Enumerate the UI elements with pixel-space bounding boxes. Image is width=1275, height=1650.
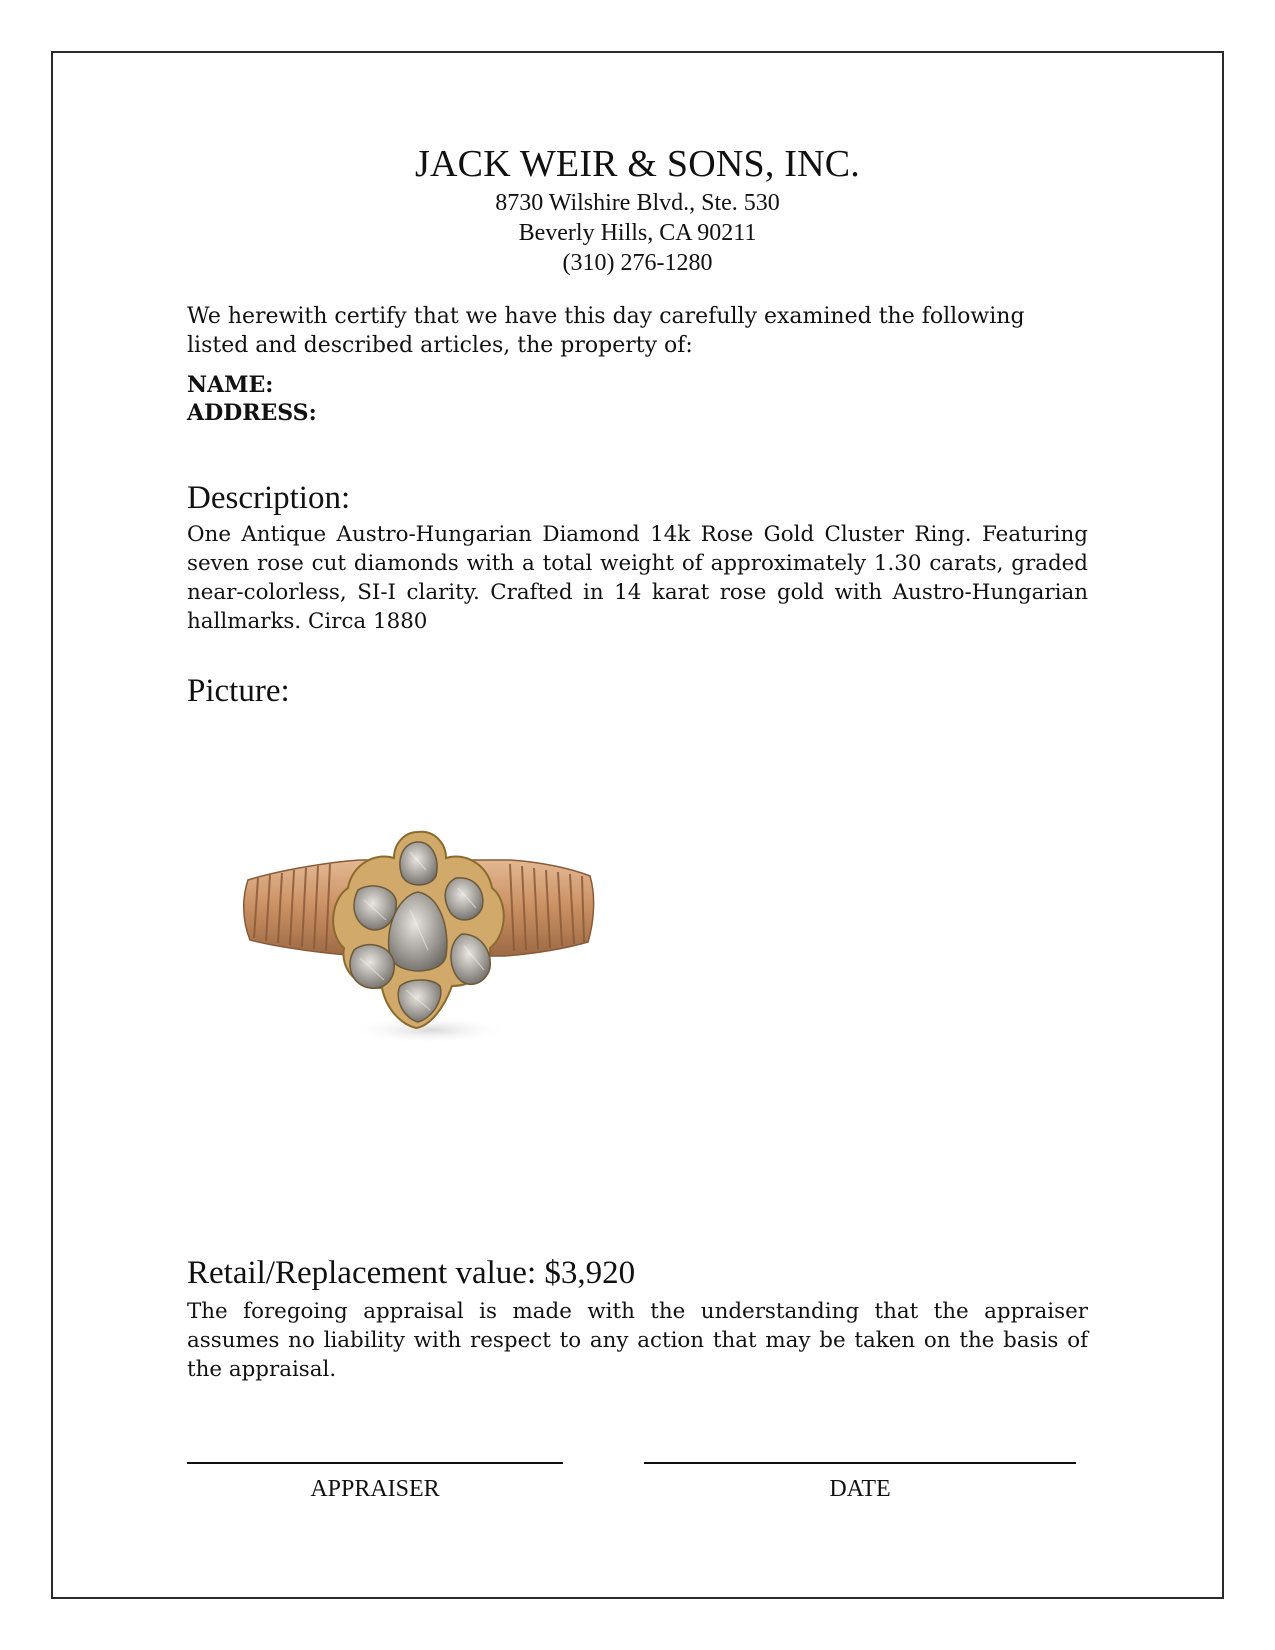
phone-number: (310) 276-1280: [562, 250, 713, 276]
date-signature-line: [644, 1462, 1076, 1464]
appraiser-label: APPRAISER: [310, 1476, 440, 1502]
ring-photo: [240, 830, 630, 1100]
street-address: 8730 Wilshire Blvd., Ste. 530: [495, 190, 780, 216]
certification-statement: We herewith certify that we have this day carefully examined the following listed and described articles, the property of:: [187, 304, 1025, 358]
appraiser-signature-line: [187, 1462, 563, 1464]
address-label: ADDRESS:: [187, 400, 317, 426]
description-body: One Antique Austro-Hungarian Diamond 14k Rose Gold Cluster Ring. Featuring seven rose cut diamonds with a total weight of approximately 1.30 carats, graded near-colorless, SI-I clarity. Crafted in 14 karat rose gold with Austro-Hungarian hallmarks. Circa 1880: [187, 522, 1088, 634]
city-state-zip: Beverly Hills, CA 90211: [518, 220, 757, 246]
disclaimer: The foregoing appraisal is made with the understanding that the appraiser assumes no liability with respect to any action that may be taken on the basis of the appraisal.: [187, 1299, 1088, 1382]
name-label: NAME:: [187, 372, 274, 398]
company-name: JACK WEIR & SONS, INC.: [415, 143, 860, 185]
letterhead: [187, 140, 1088, 278]
retail-replacement-value: Retail/Replacement value: $3,920: [187, 1255, 636, 1291]
picture-heading: Picture:: [187, 673, 290, 709]
date-label: DATE: [829, 1476, 891, 1502]
description-heading: Description:: [187, 480, 351, 516]
